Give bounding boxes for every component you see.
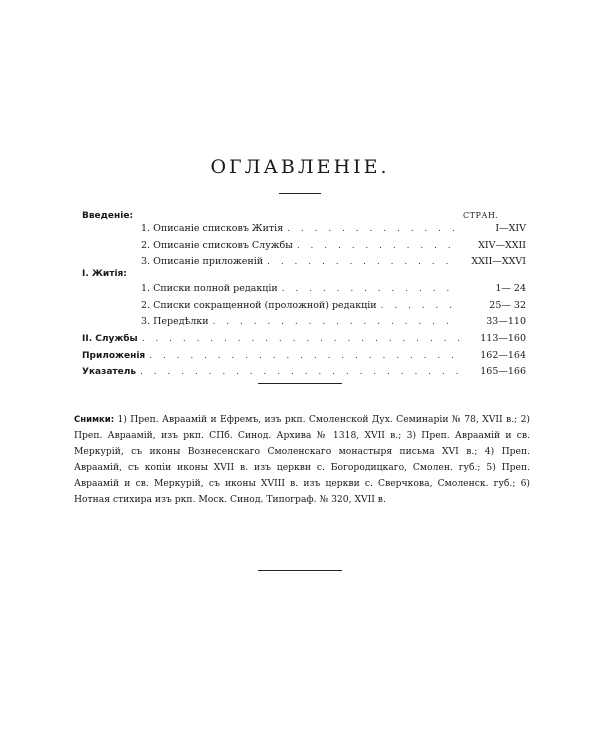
toc-entry (141, 313, 526, 327)
toc-entry-pages: 25— 32 (489, 300, 526, 311)
toc-entry-label: 1. Описаніе списковъ Житія (141, 223, 284, 234)
toc-entry-services (82, 330, 526, 344)
toc-leader-dots (213, 317, 460, 327)
toc-entry (141, 253, 526, 267)
toc-entry-index (82, 363, 526, 377)
toc-entry-pages: 1— 24 (495, 283, 526, 294)
toc-leader-dots (287, 224, 460, 234)
toc-entry-label: II. Службы (82, 334, 138, 344)
toc-entry-label: 3. Передѣлки (141, 316, 209, 327)
toc-entry-label: Указатель (82, 367, 137, 377)
toc-leader-dots (297, 241, 460, 251)
illustrations-note (74, 412, 530, 508)
toc-entry-label: 3. Описаніе приложеній (141, 256, 264, 267)
toc-entry-pages: 162—164 (480, 350, 526, 361)
toc-entry (141, 280, 526, 294)
page-title: ОГЛАВЛЕНІЕ. (210, 156, 390, 178)
toc-entry-label: Приложенія (82, 351, 146, 361)
toc-entry-pages: XIV—XXII (478, 240, 526, 251)
title-rule (279, 193, 321, 194)
toc-leader-dots (140, 367, 460, 377)
toc-leader-dots (381, 301, 460, 311)
toc-entry-pages: 33—110 (486, 316, 526, 327)
toc-entry (141, 220, 526, 234)
toc-leader-dots (267, 257, 460, 267)
toc-entry (141, 297, 526, 311)
toc-leader-dots (282, 284, 460, 294)
toc-entry-appendices (82, 347, 526, 361)
toc-entry (141, 237, 526, 251)
toc-entry-label: 2. Описаніе списковъ Службы (141, 240, 293, 251)
toc-entry-label: 1. Списки полной редакціи (141, 283, 278, 294)
toc-leader-dots (142, 334, 460, 344)
section-label-lives: I. Житія: (82, 269, 127, 279)
toc-entry-pages: 165—166 (480, 366, 526, 377)
toc-entry-pages: 113—160 (480, 333, 526, 344)
toc-entry-label: 2. Списки сокращенной (проложной) редакціи (141, 300, 377, 311)
page-column-header: СТРАН. (463, 211, 499, 220)
section-divider (258, 383, 342, 384)
illustrations-label: Снимки: (74, 415, 115, 425)
section-label-introduction: Введеніе: (82, 211, 134, 221)
illustrations-text: 1) Преп. Авраамій и Ефремъ, изъ ркп. Смоленской Дух. Семинаріи № 78, XVII в.; 2) Преп. Авраамій, изъ ркп. СПб. Синод. Архива № 1318, XVII в.; 3) Преп. Авраамій и св. Меркурій, съ иконы Вознесенскаго Смоленскаго монастыря письма XVI в.; 4) Преп. Авраамій, съ копіи иконы XVII в. изъ церкви с. Богородицкаго, Смолен. губ.; 5) Преп. Авраамій и св. Меркурій, съ иконы XVIII в. изъ церкви с. Сверчкова, Смоленск. губ.; 6) Нотная стихира изъ ркп. Моск. Синод. Типограф. № 320, XVII в. (74, 414, 531, 505)
toc-entry-pages: I—XIV (495, 223, 526, 234)
toc-leader-dots (149, 351, 460, 361)
toc-entry-pages: XXII—XXVI (471, 256, 526, 267)
end-rule (258, 570, 342, 571)
